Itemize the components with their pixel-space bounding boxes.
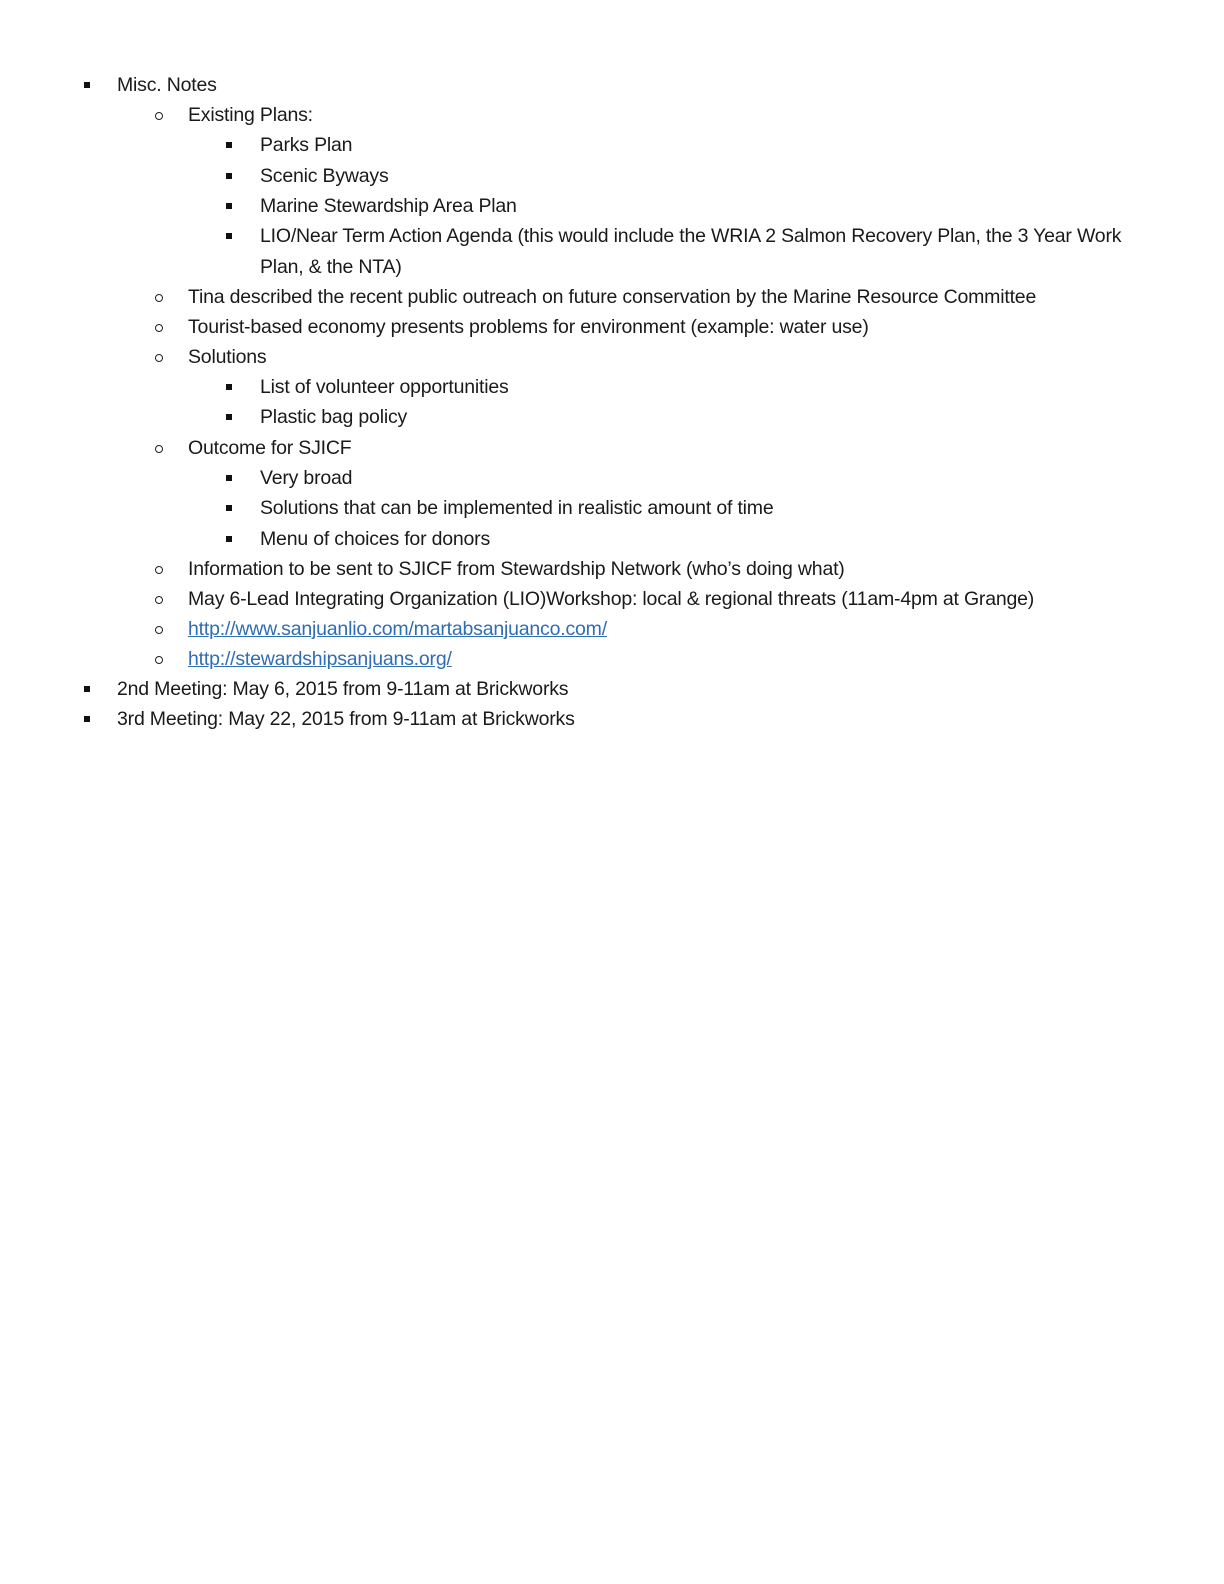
meeting-item: 2nd Meeting: May 6, 2015 from 9-11am at Brickworks [117,678,569,700]
circle-bullet-icon [155,294,163,302]
existing-plans-label: Existing Plans: [188,104,313,126]
list-item: List of volunteer opportunities [260,376,509,398]
link-item [188,644,452,674]
list-item: May 6-Lead Integrating Organization (LIO)Workshop: local & regional threats (11am-4pm at Grange) [188,588,1035,610]
square-bullet-icon [226,173,232,179]
lio-agenda-line-2: Plan, & the NTA) [260,256,402,278]
circle-bullet-icon [155,596,163,604]
square-bullet-icon [226,475,232,481]
square-bullet-icon [226,384,232,390]
lio-agenda-line-1: LIO/Near Term Action Agenda (this would include the WRIA 2 Salmon Recovery Plan, the 3 Year Work [260,225,1122,247]
square-bullet-icon [226,505,232,511]
list-item: Information to be sent to SJICF from Stewardship Network (who’s doing what) [188,558,845,580]
square-bullet-icon [226,233,232,239]
list-item: Solutions that can be implemented in realistic amount of time [260,497,774,519]
list-item: Menu of choices for donors [260,528,491,550]
list-item: Scenic Byways [260,165,389,187]
list-item: Tourist-based economy presents problems for environment (example: water use) [188,316,869,338]
square-bullet-icon [226,203,232,209]
circle-bullet-icon [155,656,163,664]
list-item: Marine Stewardship Area Plan [260,195,517,217]
sanjuanlio-link[interactable]: http://www.sanjuanlio.com/martabsanjuanco.com/ [188,618,607,640]
list-item: Plastic bag policy [260,406,408,428]
square-bullet-icon [84,686,90,692]
circle-bullet-icon [155,324,163,332]
square-bullet-icon [226,142,232,148]
square-bullet-icon [226,414,232,420]
circle-bullet-icon [155,566,163,574]
list-item: Very broad [260,467,353,489]
outcome-label: Outcome for SJICF [188,437,352,459]
meeting-item: 3rd Meeting: May 22, 2015 from 9-11am at Brickworks [117,708,575,730]
list-item: Tina described the recent public outreach on future conservation by the Marine Resource Committee [188,286,1037,308]
circle-bullet-icon [155,354,163,362]
stewardshipsanjuans-link[interactable]: http://stewardshipsanjuans.org/ [188,648,452,670]
circle-bullet-icon [155,445,163,453]
misc-notes-heading: Misc. Notes [117,74,217,96]
circle-bullet-icon [155,626,163,634]
circle-bullet-icon [155,112,163,120]
square-bullet-icon [84,716,90,722]
list-item: Parks Plan [260,134,353,156]
square-bullet-icon [226,536,232,542]
square-bullet-icon [84,82,90,88]
solutions-label: Solutions [188,346,267,368]
link-item [188,614,607,644]
